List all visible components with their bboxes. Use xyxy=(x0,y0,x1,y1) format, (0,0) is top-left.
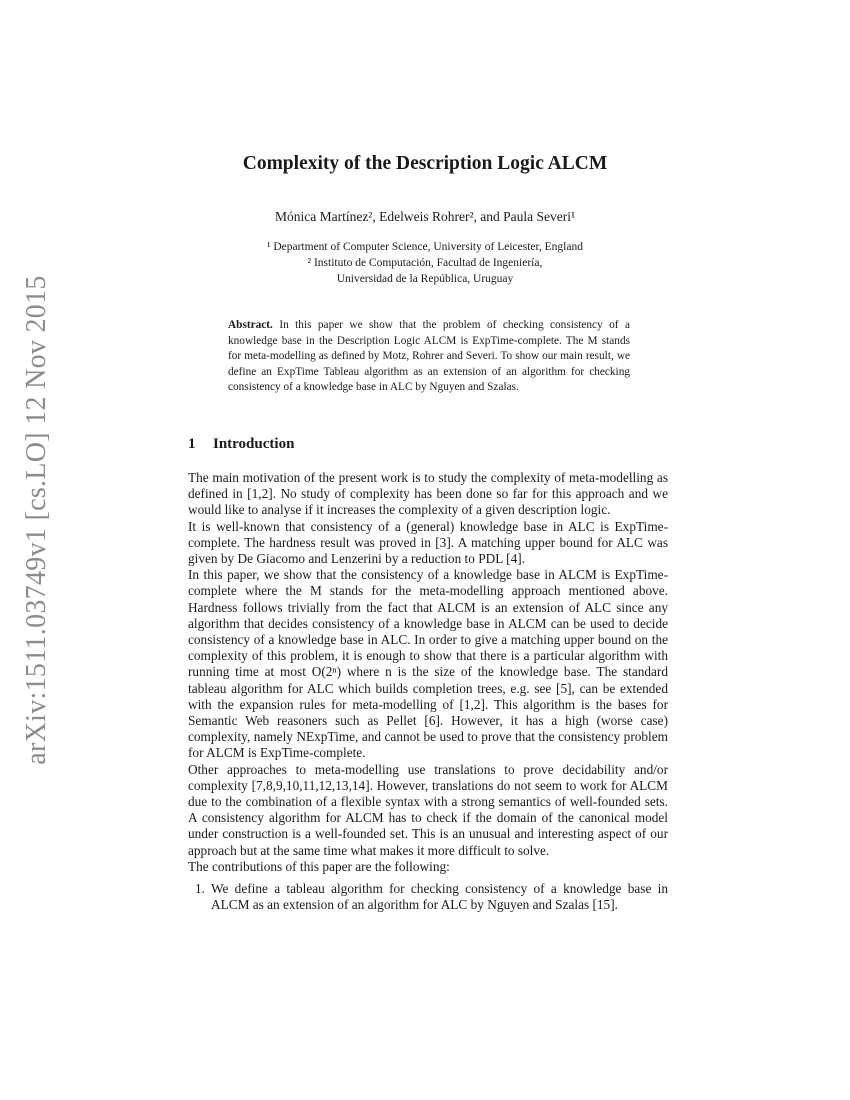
abstract-label: Abstract. xyxy=(228,319,273,331)
contribution-list xyxy=(188,881,668,913)
abstract xyxy=(228,318,630,396)
section-number: 1 xyxy=(188,436,196,452)
section-heading xyxy=(188,436,294,453)
paragraph: It is well-known that consistency of a (general) knowledge base in ALC is ExpTime-complete. The hardness result was proved in [3]. A matching upper bound for ALC was given by De Giacomo and Lenzerini by a reduction to PDL [4]. xyxy=(188,518,668,567)
section-body xyxy=(188,470,668,913)
list-item-text: We define a tableau algorithm for checking consistency of a knowledge base in ALCM as an extension of an algorithm for ALC by Nguyen and Szalas [15]. xyxy=(211,881,668,913)
affiliation-2-cont: Universidad de la República, Uruguay xyxy=(336,273,514,285)
affiliation-1: ¹ Department of Computer Science, University of Leicester, England xyxy=(267,241,583,253)
paper-title: Complexity of the Description Logic ALCM xyxy=(242,153,608,174)
paragraph: Other approaches to meta-modelling use translations to prove decidability and/or complexity [7,8,9,10,11,12,13,14]. However, translations do not seem to work for ALCM due to the combination of a flexible syntax with a strong semantics of well-founded sets. A consistency algorithm for ALCM has to check if the domain of the canonical model under construction is a well-founded set. This is an unusual and interesting aspect of our approach but at the same time what makes it more difficult to solve. xyxy=(188,761,668,858)
paragraph: In this paper, we show that the consistency of a knowledge base in ALCM is ExpTime-complete where the M stands for the meta-modelling approach mentioned above. Hardness follows trivially from the fact that ALCM is an extension of ALC since any algorithm that decides consistency of a knowledge base in ALCM can be used to decide consistency of a knowledge base in ALC. In order to give a matching upper bound on the complexity of this problem, it is enough to show that there is a particular algorithm with running time at most O(2ⁿ) where n is the size of the knowledge base. The standard tableau algorithm for ALC which builds completion trees, e.g. see [5], can be extended with the expansion rules for meta-modelling of [1,2]. This algorithm is the bases for Semantic Web reasoners such as Pellet [6]. However, it has a high (worse case) complexity, namely NExpTime, and cannot be used to prove that the consistency problem for ALCM is ExpTime-complete. xyxy=(188,567,668,761)
list-item xyxy=(188,881,668,913)
affiliations xyxy=(0,239,850,287)
affiliation-2: ² Instituto de Computación, Facultad de Ingeniería, xyxy=(307,257,543,269)
section-title: Introduction xyxy=(213,436,295,452)
arxiv-identifier: arXiv:1511.03749v1 [cs.LO] 12 Nov 2015 xyxy=(21,275,52,765)
list-marker: 1. xyxy=(195,881,205,897)
paragraph: The contributions of this paper are the following: xyxy=(188,858,450,874)
author-list: Mónica Martínez², Edelweis Rohrer², and Paula Severi¹ xyxy=(274,209,576,224)
abstract-text: In this paper we show that the problem of checking consistency of a knowledge base in the Description Logic ALCM is ExpTime-complete. The M stands for meta-modelling as defined by Motz, Rohrer and Severi. To show our main result, we define an ExpTime Tableau algorithm as an extension of an algorithm for checking consistency of a knowledge base in ALC by Nguyen and Szalas. xyxy=(228,319,631,394)
paragraph: The main motivation of the present work is to study the complexity of meta-modelling as defined in [1,2]. No study of complexity has been done so far for this approach and we would like to analyse if it increases the complexity of a given description logic. xyxy=(188,470,668,518)
